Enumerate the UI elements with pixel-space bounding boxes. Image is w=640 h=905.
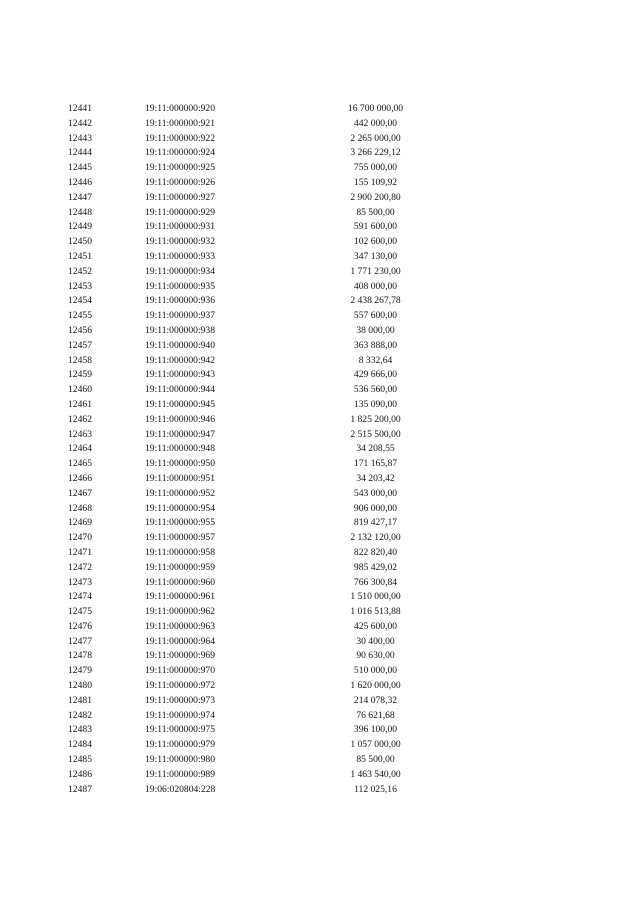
table-row [66, 161, 426, 176]
row-timestamp: 19:11:000000:952 [145, 487, 215, 499]
row-amount: 347 130,00 [353, 250, 398, 262]
row-timestamp: 19:11:000000:959 [145, 561, 215, 573]
row-amount: 112 025,16 [354, 783, 397, 795]
row-number: 12483 [68, 724, 92, 736]
row-timestamp: 19:11:000000:950 [145, 458, 215, 470]
row-amount: 557 600,00 [353, 310, 398, 322]
row-timestamp: 19:11:000000:946 [145, 413, 215, 425]
row-number: 12473 [68, 576, 92, 588]
table-row [66, 206, 426, 221]
row-amount: 510 000,00 [353, 665, 398, 677]
row-amount: 2 438 267,78 [350, 295, 401, 307]
row-amount: 90 630,00 [356, 650, 395, 662]
row-timestamp: 19:11:000000:935 [145, 280, 215, 292]
row-timestamp: 19:11:000000:955 [145, 517, 215, 529]
table-row [66, 723, 426, 738]
row-amount: 76 621,68 [356, 709, 395, 721]
row-number: 12450 [68, 236, 92, 248]
row-number: 12445 [68, 162, 92, 174]
row-amount: 1 463 540,00 [350, 768, 401, 780]
row-amount: 34 208,55 [356, 443, 395, 455]
row-timestamp: 19:11:000000:926 [145, 176, 215, 188]
row-amount: 2 265 000,00 [350, 132, 401, 144]
row-timestamp: 19:11:000000:929 [145, 206, 215, 218]
row-amount: 8 332,64 [358, 354, 393, 366]
table-row [66, 383, 426, 398]
row-timestamp: 19:11:000000:989 [145, 768, 215, 780]
row-number: 12480 [68, 680, 92, 692]
row-timestamp: 19:11:000000:933 [145, 250, 215, 262]
table-row [66, 428, 426, 443]
row-number: 12446 [68, 176, 92, 188]
table-row [66, 649, 426, 664]
row-number: 12456 [68, 324, 92, 336]
row-timestamp: 19:11:000000:975 [145, 724, 215, 736]
row-timestamp: 19:11:000000:951 [145, 472, 215, 484]
row-number: 12462 [68, 413, 92, 425]
row-number: 12466 [68, 472, 92, 484]
row-timestamp: 19:11:000000:980 [145, 754, 215, 766]
row-number: 12441 [68, 103, 92, 114]
row-timestamp: 19:11:000000:970 [145, 665, 215, 677]
row-amount: 766 300,84 [353, 576, 398, 588]
table-row [66, 102, 426, 117]
row-timestamp: 19:11:000000:921 [145, 117, 215, 129]
row-timestamp: 19:11:000000:972 [145, 680, 215, 692]
table-row [66, 294, 426, 309]
row-amount: 214 078,32 [353, 694, 398, 706]
table-row [66, 398, 426, 413]
row-timestamp: 19:11:000000:958 [145, 546, 215, 558]
table-row [66, 339, 426, 354]
row-number: 12474 [68, 591, 92, 603]
row-amount: 1 771 230,00 [350, 265, 401, 277]
row-number: 12472 [68, 561, 92, 573]
table-row [66, 635, 426, 650]
table-row [66, 516, 426, 531]
ledger-table [66, 102, 426, 797]
row-amount: 155 109,92 [353, 176, 398, 188]
row-number: 12461 [68, 398, 92, 410]
table-row [66, 531, 426, 546]
row-amount: 396 100,00 [353, 724, 398, 736]
row-amount: 408 000,00 [353, 280, 398, 292]
row-timestamp: 19:11:000000:979 [145, 739, 215, 751]
table-row [66, 191, 426, 206]
table-row [66, 546, 426, 561]
table-row [66, 354, 426, 369]
table-row [66, 472, 426, 487]
row-amount: 30 400,00 [356, 635, 395, 647]
row-timestamp: 19:11:000000:963 [145, 620, 215, 632]
row-timestamp: 19:11:000000:938 [145, 324, 215, 336]
row-amount: 429 666,00 [353, 369, 398, 381]
row-amount: 171 165,87 [353, 458, 398, 470]
row-number: 12452 [68, 265, 92, 277]
row-amount: 102 600,00 [353, 236, 398, 248]
row-number: 12487 [68, 783, 92, 795]
row-amount: 755 000,00 [353, 162, 398, 174]
row-timestamp: 19:11:000000:944 [145, 384, 215, 396]
row-timestamp: 19:11:000000:924 [145, 147, 215, 159]
row-number: 12454 [68, 295, 92, 307]
table-row [66, 220, 426, 235]
row-timestamp: 19:11:000000:957 [145, 532, 215, 544]
row-amount: 543 000,00 [353, 487, 398, 499]
row-number: 12484 [68, 739, 92, 751]
table-row [66, 620, 426, 635]
row-timestamp: 19:11:000000:962 [145, 606, 215, 618]
row-number: 12481 [68, 694, 92, 706]
table-row [66, 679, 426, 694]
table-row [66, 146, 426, 161]
table-row [66, 280, 426, 295]
row-number: 12448 [68, 206, 92, 218]
row-amount: 363 888,00 [353, 339, 398, 351]
row-timestamp: 19:11:000000:954 [145, 502, 215, 514]
row-amount: 985 429,02 [353, 561, 398, 573]
row-timestamp: 19:11:000000:961 [145, 591, 215, 603]
row-amount: 1 016 513,88 [350, 606, 401, 618]
row-amount: 425 600,00 [353, 620, 398, 632]
table-row [66, 576, 426, 591]
row-amount: 16 700 000,00 [347, 103, 404, 114]
row-timestamp: 19:11:000000:947 [145, 428, 215, 440]
table-row [66, 768, 426, 783]
table-row [66, 117, 426, 132]
table-row [66, 709, 426, 724]
row-amount: 3 266 229,12 [350, 147, 401, 159]
table-row [66, 502, 426, 517]
row-timestamp: 19:11:000000:937 [145, 310, 215, 322]
row-number: 12479 [68, 665, 92, 677]
row-number: 12485 [68, 754, 92, 766]
row-timestamp: 19:11:000000:945 [145, 398, 215, 410]
row-number: 12477 [68, 635, 92, 647]
table-row [66, 753, 426, 768]
row-number: 12475 [68, 606, 92, 618]
row-number: 12464 [68, 443, 92, 455]
row-timestamp: 19:11:000000:964 [145, 635, 215, 647]
row-amount: 822 820,40 [353, 546, 398, 558]
row-timestamp: 19:11:000000:934 [145, 265, 215, 277]
row-amount: 2 132 120,00 [350, 532, 401, 544]
table-row [66, 605, 426, 620]
table-row [66, 413, 426, 428]
table-row [66, 265, 426, 280]
row-timestamp: 19:11:000000:920 [145, 103, 215, 114]
row-timestamp: 19:11:000000:931 [145, 221, 215, 233]
row-timestamp: 19:11:000000:932 [145, 236, 215, 248]
row-number: 12451 [68, 250, 92, 262]
table-row [66, 590, 426, 605]
row-timestamp: 19:11:000000:940 [145, 339, 215, 351]
row-number: 12447 [68, 191, 92, 203]
table-row [66, 324, 426, 339]
row-timestamp: 19:11:000000:922 [145, 132, 215, 144]
row-timestamp: 19:11:000000:925 [145, 162, 215, 174]
table-row [66, 309, 426, 324]
row-number: 12455 [68, 310, 92, 322]
row-amount: 85 500,00 [356, 206, 395, 218]
row-amount: 591 600,00 [353, 221, 398, 233]
row-number: 12457 [68, 339, 92, 351]
row-number: 12442 [68, 117, 92, 129]
row-amount: 819 427,17 [353, 517, 398, 529]
row-timestamp: 19:11:000000:969 [145, 650, 215, 662]
row-number: 12482 [68, 709, 92, 721]
row-amount: 38 000,00 [356, 324, 395, 336]
row-timestamp: 19:11:000000:927 [145, 191, 215, 203]
table-row [66, 561, 426, 576]
row-number: 12470 [68, 532, 92, 544]
row-number: 12478 [68, 650, 92, 662]
row-timestamp: 19:11:000000:948 [145, 443, 215, 455]
table-row [66, 457, 426, 472]
row-number: 12468 [68, 502, 92, 514]
row-amount: 1 620 000,00 [350, 680, 401, 692]
row-number: 12465 [68, 458, 92, 470]
row-timestamp: 19:11:000000:936 [145, 295, 215, 307]
row-amount: 2 515 500,00 [350, 428, 401, 440]
row-amount: 1 825 200,00 [350, 413, 401, 425]
table-row [66, 694, 426, 709]
row-amount: 2 900 200,80 [350, 191, 401, 203]
table-row [66, 250, 426, 265]
row-number: 12444 [68, 147, 92, 159]
row-timestamp: 19:11:000000:974 [145, 709, 215, 721]
row-timestamp: 19:06:020804:228 [145, 783, 216, 795]
row-timestamp: 19:11:000000:942 [145, 354, 215, 366]
table-row [66, 368, 426, 383]
row-timestamp: 19:11:000000:973 [145, 694, 215, 706]
table-row [66, 132, 426, 147]
row-amount: 1 510 000,00 [350, 591, 401, 603]
table-row [66, 442, 426, 457]
row-number: 12471 [68, 546, 92, 558]
table-row [66, 664, 426, 679]
row-number: 12469 [68, 517, 92, 529]
row-number: 12459 [68, 369, 92, 381]
table-row [66, 783, 426, 798]
row-amount: 442 000,00 [353, 117, 398, 129]
row-amount: 536 560,00 [353, 384, 398, 396]
row-number: 12460 [68, 384, 92, 396]
row-number: 12453 [68, 280, 92, 292]
row-amount: 1 057 000,00 [350, 739, 401, 751]
table-row [66, 738, 426, 753]
row-number: 12467 [68, 487, 92, 499]
row-timestamp: 19:11:000000:960 [145, 576, 215, 588]
row-timestamp: 19:11:000000:943 [145, 369, 215, 381]
table-row [66, 235, 426, 250]
row-amount: 906 000,00 [353, 502, 398, 514]
row-number: 12486 [68, 768, 92, 780]
row-amount: 34 203,42 [356, 472, 395, 484]
table-row [66, 176, 426, 191]
row-amount: 135 090,00 [353, 398, 398, 410]
table-row [66, 487, 426, 502]
row-number: 12449 [68, 221, 92, 233]
row-amount: 85 500,00 [356, 754, 395, 766]
row-number: 12443 [68, 132, 92, 144]
row-number: 12476 [68, 620, 92, 632]
row-number: 12458 [68, 354, 92, 366]
row-number: 12463 [68, 428, 92, 440]
